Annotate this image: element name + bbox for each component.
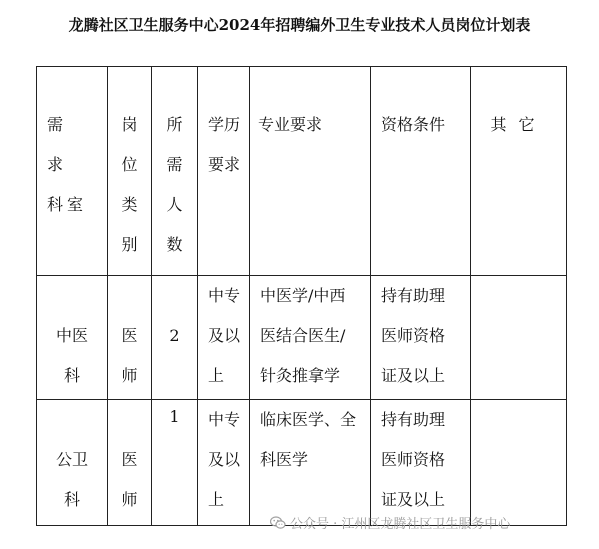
header-edu: 学历 要求 (198, 67, 250, 276)
table-row (37, 400, 567, 526)
cell-major: 中医学/中西 医结合医生/ 针灸推拿学 (250, 276, 371, 400)
cell-other (471, 276, 567, 400)
cell-type: 医 师 (108, 400, 152, 526)
cell-num: 2 (152, 276, 198, 400)
cell-type: 医 师 (108, 276, 152, 400)
header-qual: 资格条件 (371, 67, 471, 276)
header-num: 所 需 人 数 (152, 67, 198, 276)
cell-qual: 持有助理 医师资格 证及以上 (371, 276, 471, 400)
watermark (270, 513, 510, 532)
table-row (37, 276, 567, 400)
cell-qual: 持有助理 医师资格 证及以上 (371, 400, 471, 526)
cell-dept: 中医 科 (37, 276, 108, 400)
cell-edu: 中专 及以 上 (198, 400, 250, 526)
cell-dept: 公卫 科 (37, 400, 108, 526)
header-type: 岗 位 类 别 (108, 67, 152, 276)
cell-major: 临床医学、全 科医学 (250, 400, 371, 526)
header-dept: 需 求 科室 (37, 67, 108, 276)
cell-edu: 中专 及以 上 (198, 276, 250, 400)
header-major: 专业要求 (250, 67, 371, 276)
cell-other (471, 400, 567, 526)
wechat-icon (270, 516, 286, 530)
header-row (37, 67, 567, 276)
position-plan-table (36, 66, 567, 526)
header-other: 其它 (471, 67, 567, 276)
watermark-text: 公众号 · 江州区龙腾社区卫生服务中心 (290, 517, 511, 532)
document-title: 龙腾社区卫生服务中心2024年招聘编外卫生专业技术人员岗位计划表 (68, 16, 531, 34)
cell-num: 1 (152, 400, 198, 526)
